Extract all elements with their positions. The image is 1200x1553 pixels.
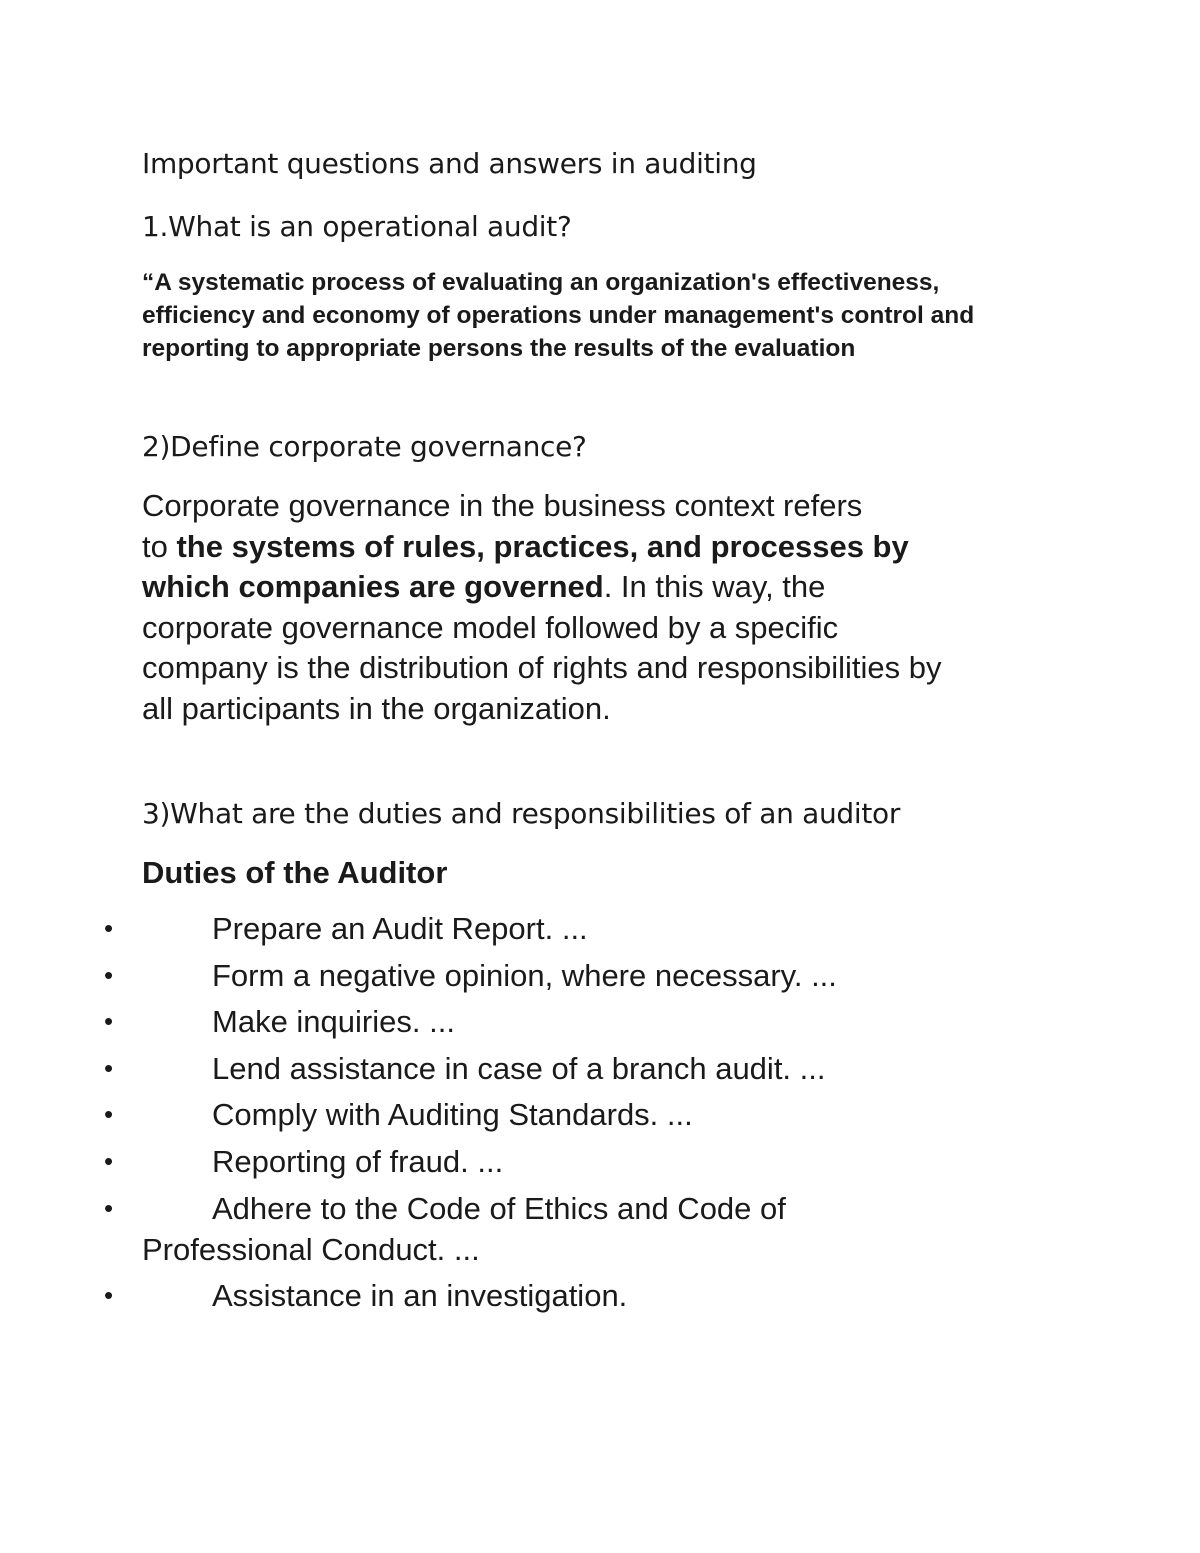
document-title: Important questions and answers in auditing bbox=[142, 147, 757, 180]
answer-2-text: to bbox=[142, 528, 177, 564]
duty-text: Comply with Auditing Standards. ... bbox=[212, 1097, 693, 1133]
answer-2 bbox=[142, 486, 1082, 729]
bullet-icon: • bbox=[104, 959, 114, 990]
answer-2-text: . In this way, the bbox=[603, 569, 826, 604]
answer-1 bbox=[142, 266, 1062, 365]
duty-text: Prepare an Audit Report. ... bbox=[212, 911, 588, 946]
duty-item bbox=[0, 1094, 1200, 1135]
duty-item bbox=[0, 908, 1200, 949]
duty-item bbox=[0, 1048, 1200, 1089]
answer-2-line bbox=[142, 567, 1082, 608]
bullet-icon: • bbox=[104, 1145, 114, 1176]
duty-text: Assistance in an investigation. bbox=[212, 1278, 628, 1314]
bullet-icon: • bbox=[104, 1052, 114, 1083]
bullet-icon: • bbox=[104, 1006, 114, 1037]
bullet-icon: • bbox=[104, 1099, 114, 1130]
duty-text: Make inquiries. ... bbox=[212, 1004, 455, 1040]
answer-1-line: reporting to appropriate persons the results of the evaluation bbox=[142, 335, 856, 362]
question-3: 3)What are the duties and responsibilities of an auditor bbox=[142, 797, 901, 830]
answer-2-line: corporate governance model followed by a specific bbox=[142, 609, 839, 645]
duty-item bbox=[0, 1141, 1200, 1182]
question-1: 1.What is an operational audit? bbox=[142, 210, 572, 243]
bullet-icon: • bbox=[104, 913, 114, 943]
duty-text: Adhere to the Code of Ethics and Code of bbox=[212, 1190, 786, 1226]
duty-item bbox=[0, 1188, 1200, 1270]
duty-text: Reporting of fraud. ... bbox=[212, 1143, 504, 1179]
answer-1-line: “A systematic process of evaluating an organization's effectiveness, bbox=[142, 269, 940, 296]
answer-2-emphasis: the systems of rules, practices, and processes by bbox=[176, 528, 909, 564]
duty-text: Lend assistance in case of a branch audit. ... bbox=[212, 1050, 826, 1086]
duty-text-continuation: Professional Conduct. ... bbox=[142, 1231, 480, 1267]
answer-2-line: company is the distribution of rights and responsibilities by bbox=[142, 650, 942, 685]
answer-2-line bbox=[142, 527, 1082, 568]
duty-item bbox=[0, 955, 1200, 996]
answer-2-line: all participants in the organization. bbox=[142, 690, 611, 726]
duty-item bbox=[0, 1275, 1200, 1316]
duty-item bbox=[0, 1001, 1200, 1042]
duty-text: Form a negative opinion, where necessary. ... bbox=[212, 957, 837, 993]
question-2: 2)Define corporate governance? bbox=[142, 430, 587, 463]
bullet-icon: • bbox=[104, 1192, 114, 1223]
duties-heading: Duties of the Auditor bbox=[142, 855, 448, 890]
answer-2-line: Corporate governance in the business context refers bbox=[142, 488, 863, 523]
bullet-icon: • bbox=[104, 1280, 114, 1311]
answer-2-emphasis: which companies are governed bbox=[142, 569, 604, 604]
answer-1-line: efficiency and economy of operations under management's control and bbox=[142, 302, 975, 329]
duties-list bbox=[0, 908, 1200, 1322]
